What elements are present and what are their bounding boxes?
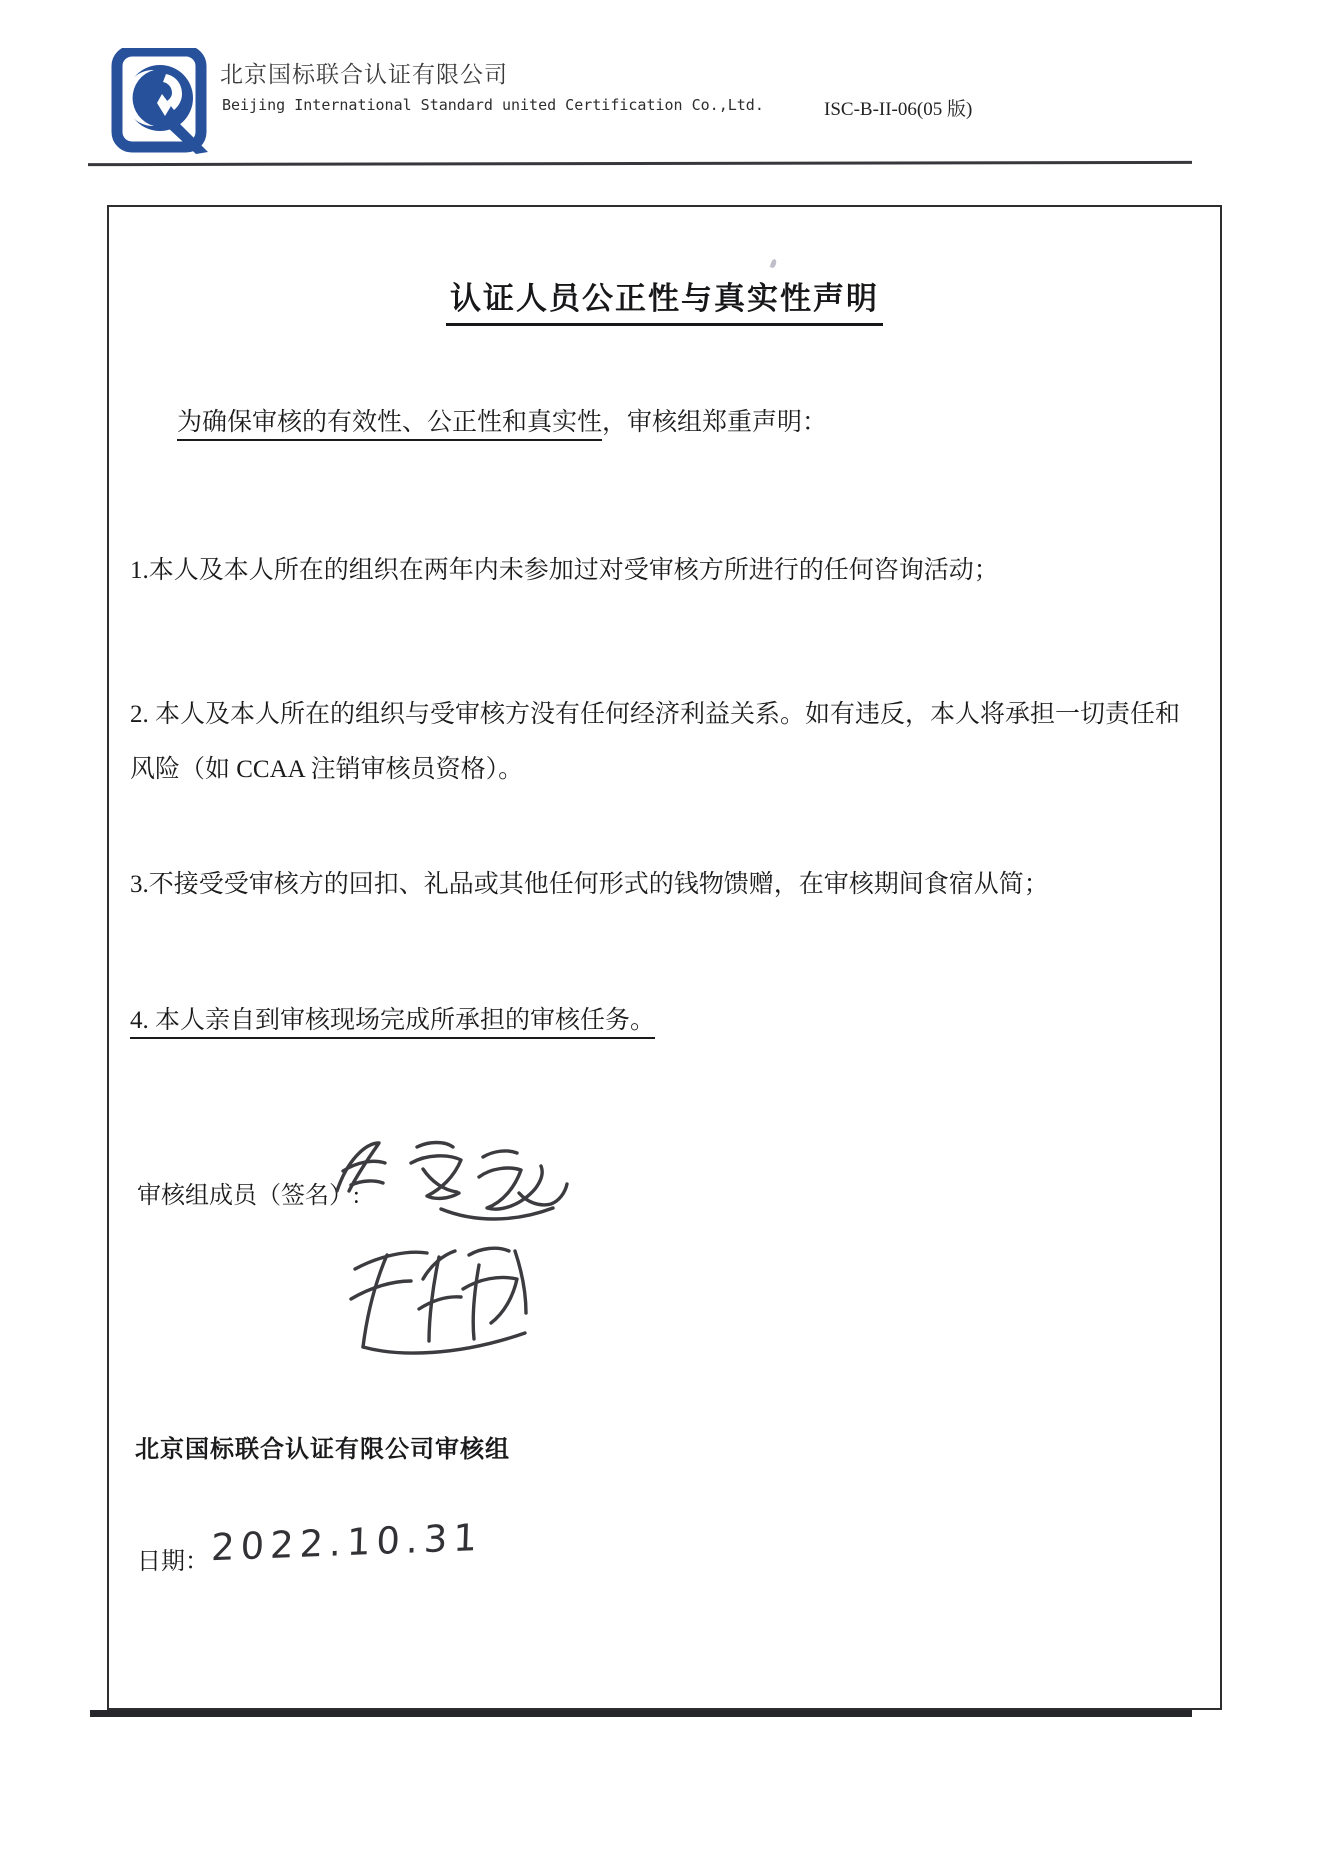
signature-1-handwriting xyxy=(321,1129,573,1236)
company-name-cn: 北京国标联合认证有限公司 xyxy=(220,62,508,87)
signature-2-handwriting xyxy=(327,1235,567,1368)
intro-underlined-text: 为确保审核的有效性、公正性和真实性 xyxy=(177,409,602,441)
company-name-en: Beijing International Standard united Certification Co.,Ltd. xyxy=(222,96,764,114)
declaration-intro xyxy=(177,405,827,441)
date-handwritten-value: 2022.10.31 xyxy=(210,1515,484,1570)
declaration-title-row xyxy=(109,273,1220,326)
box-bottom-shadow-line xyxy=(90,1710,1192,1717)
declaration-title: 认证人员公正性与真实性声明 xyxy=(446,273,883,326)
declaration-item-2: 2. 本人及本人所在的组织与受审核方没有任何经济利益关系。如有违反，本人将承担一切责任和风险（如 CCAA 注销审核员资格）。 xyxy=(130,701,1181,783)
item-4-underlined-text: 4. 本人亲自到审核现场完成所承担的审核任务。 xyxy=(130,1007,655,1039)
audit-team-line: 北京国标联合认证有限公司审核组 xyxy=(135,1437,510,1463)
intro-rest-text: ，审核组郑重声明： xyxy=(602,409,828,436)
declaration-item-4 xyxy=(130,1003,655,1039)
header-divider xyxy=(88,161,1192,166)
company-logo-icon xyxy=(110,48,216,156)
declaration-item-3: 3.不接受受审核方的回扣、礼品或其他任何形式的钱物馈赠，在审核期间食宿从简； xyxy=(130,871,1049,898)
declaration-item-1: 1.本人及本人所在的组织在两年内未参加过对受审核方所进行的任何咨询活动； xyxy=(130,557,999,584)
doc-code: ISC-B-II-06(05 版) xyxy=(824,99,973,120)
signers-label: 审核组成员（签名）: xyxy=(137,1183,360,1209)
declaration-box xyxy=(107,205,1222,1710)
date-label: 日期： xyxy=(137,1549,209,1575)
scan-artifact xyxy=(770,258,778,268)
